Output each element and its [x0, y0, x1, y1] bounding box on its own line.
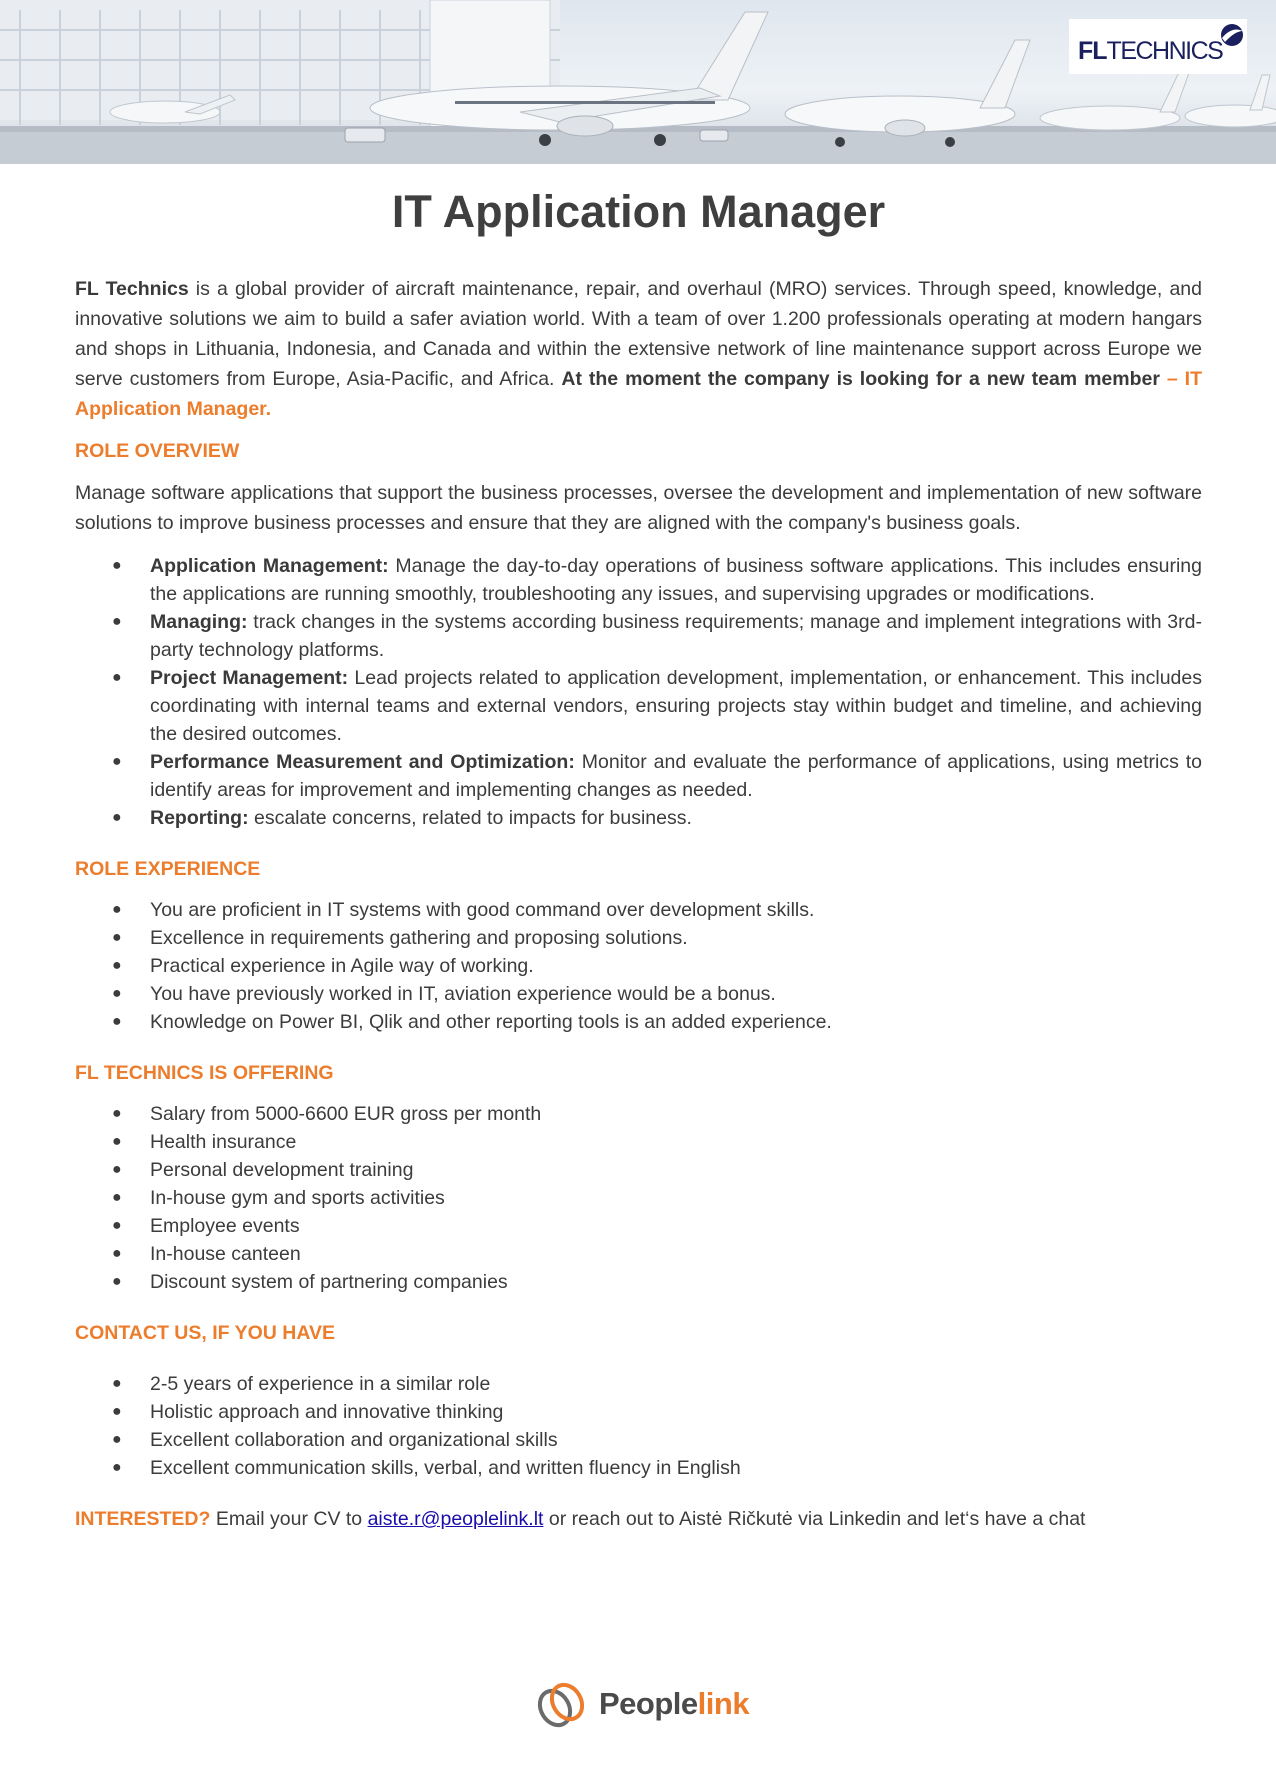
list-item: ● Managing: track changes in the systems according business requirements; manage and implement integrations with 3rd-party technology platforms.	[75, 608, 1202, 664]
offering-list	[75, 1100, 1202, 1296]
list-item: ● Personal development training	[75, 1156, 1202, 1184]
list-item: ● You have previously worked in IT, aviation experience would be a bonus.	[75, 980, 1202, 1008]
contact-list	[75, 1370, 1202, 1482]
email-link[interactable]: aiste.r@peoplelink.lt	[367, 1508, 544, 1530]
list-item: ● Health insurance	[75, 1128, 1202, 1156]
list-item: ● Excellent collaboration and organizational skills	[75, 1426, 1202, 1454]
logo-wordmark: FLTECHNICS	[1078, 37, 1223, 65]
job-posting	[75, 164, 1202, 1534]
peoplelink-logo	[533, 1678, 763, 1734]
list-item: ● Employee events	[75, 1212, 1202, 1240]
role-overview-text: Manage software applications that support the business processes, oversee the development and implementation of new software solutions to improve business processes and ensure that they are aligned with the company's business goals.	[75, 482, 1202, 534]
company-name: FL Technics	[75, 278, 189, 300]
list-item: ● Salary from 5000-6600 EUR gross per month	[75, 1100, 1202, 1128]
peoplelink-rings-icon	[533, 1678, 589, 1734]
list-item: ● Performance Measurement and Optimization: Monitor and evaluate the performance of applications, using metrics to identify areas for improvement and implementing changes as needed.	[75, 748, 1202, 804]
list-item: ● In-house canteen	[75, 1240, 1202, 1268]
offering-heading: FL TECHNICS IS OFFERING	[75, 1062, 334, 1084]
list-item: ● Excellence in requirements gathering and proposing solutions.	[75, 924, 1202, 952]
interested-line: INTERESTED? Email your CV to aiste.r@peoplelink.lt or reach out to Aistė Ričkutė via Linkedin and let‘s have a chat	[75, 1508, 1086, 1530]
contact-heading: CONTACT US, IF YOU HAVE	[75, 1322, 336, 1344]
header-banner	[0, 0, 1276, 164]
role-experience-heading: ROLE EXPERIENCE	[75, 858, 261, 880]
role-experience-list	[75, 896, 1202, 1036]
list-item: ● You are proficient in IT systems with good command over development skills.	[75, 896, 1202, 924]
list-item: ● Reporting: escalate concerns, related to impacts for business.	[75, 804, 1202, 832]
list-item: ● 2-5 years of experience in a similar role	[75, 1370, 1202, 1398]
list-item: ● Application Management: Manage the day-to-day operations of business software applications. This includes ensuring the applications are running smoothly, troubleshooting any issues, and supervising upgrades or modifications.	[75, 552, 1202, 608]
list-item: ● Practical experience in Agile way of working.	[75, 952, 1202, 980]
page-title: IT Application Manager	[391, 186, 886, 237]
list-item: ● Excellent communication skills, verbal, and written fluency in English	[75, 1454, 1202, 1482]
intro-paragraph: FL Technics is a global provider of aircraft maintenance, repair, and overhaul (MRO) services. Through speed, knowledge, and innovative solutions we aim to build a safer aviation world. With a team of over 1.200 professionals operating at modern hangars and shops in Lithuania, Indonesia, and Canada and within the extensive network of line maintenance support across Europe we serve customers from Europe, Asia-Pacific, and Africa. At the moment the company is looking for a new team member – IT Application Manager.	[75, 278, 1202, 420]
list-item: ● Holistic approach and innovative thinking	[75, 1398, 1202, 1426]
list-item: ● Project Management: Lead projects related to application development, implementation, or enhancement. This includes coordinating with internal teams and external vendors, ensuring projects stay within budget and timeline, and achieving the desired outcomes.	[75, 664, 1202, 748]
logo-swoosh-icon	[1219, 22, 1245, 48]
list-item: ● Discount system of partnering companies	[75, 1268, 1202, 1296]
fl-technics-logo	[1069, 19, 1247, 74]
role-overview-list	[75, 552, 1202, 832]
role-overview-heading: ROLE OVERVIEW	[75, 440, 240, 462]
list-item: ● In-house gym and sports activities	[75, 1184, 1202, 1212]
peoplelink-wordmark: Peoplelink	[599, 1686, 750, 1721]
list-item: ● Knowledge on Power BI, Qlik and other reporting tools is an added experience.	[75, 1008, 1202, 1036]
